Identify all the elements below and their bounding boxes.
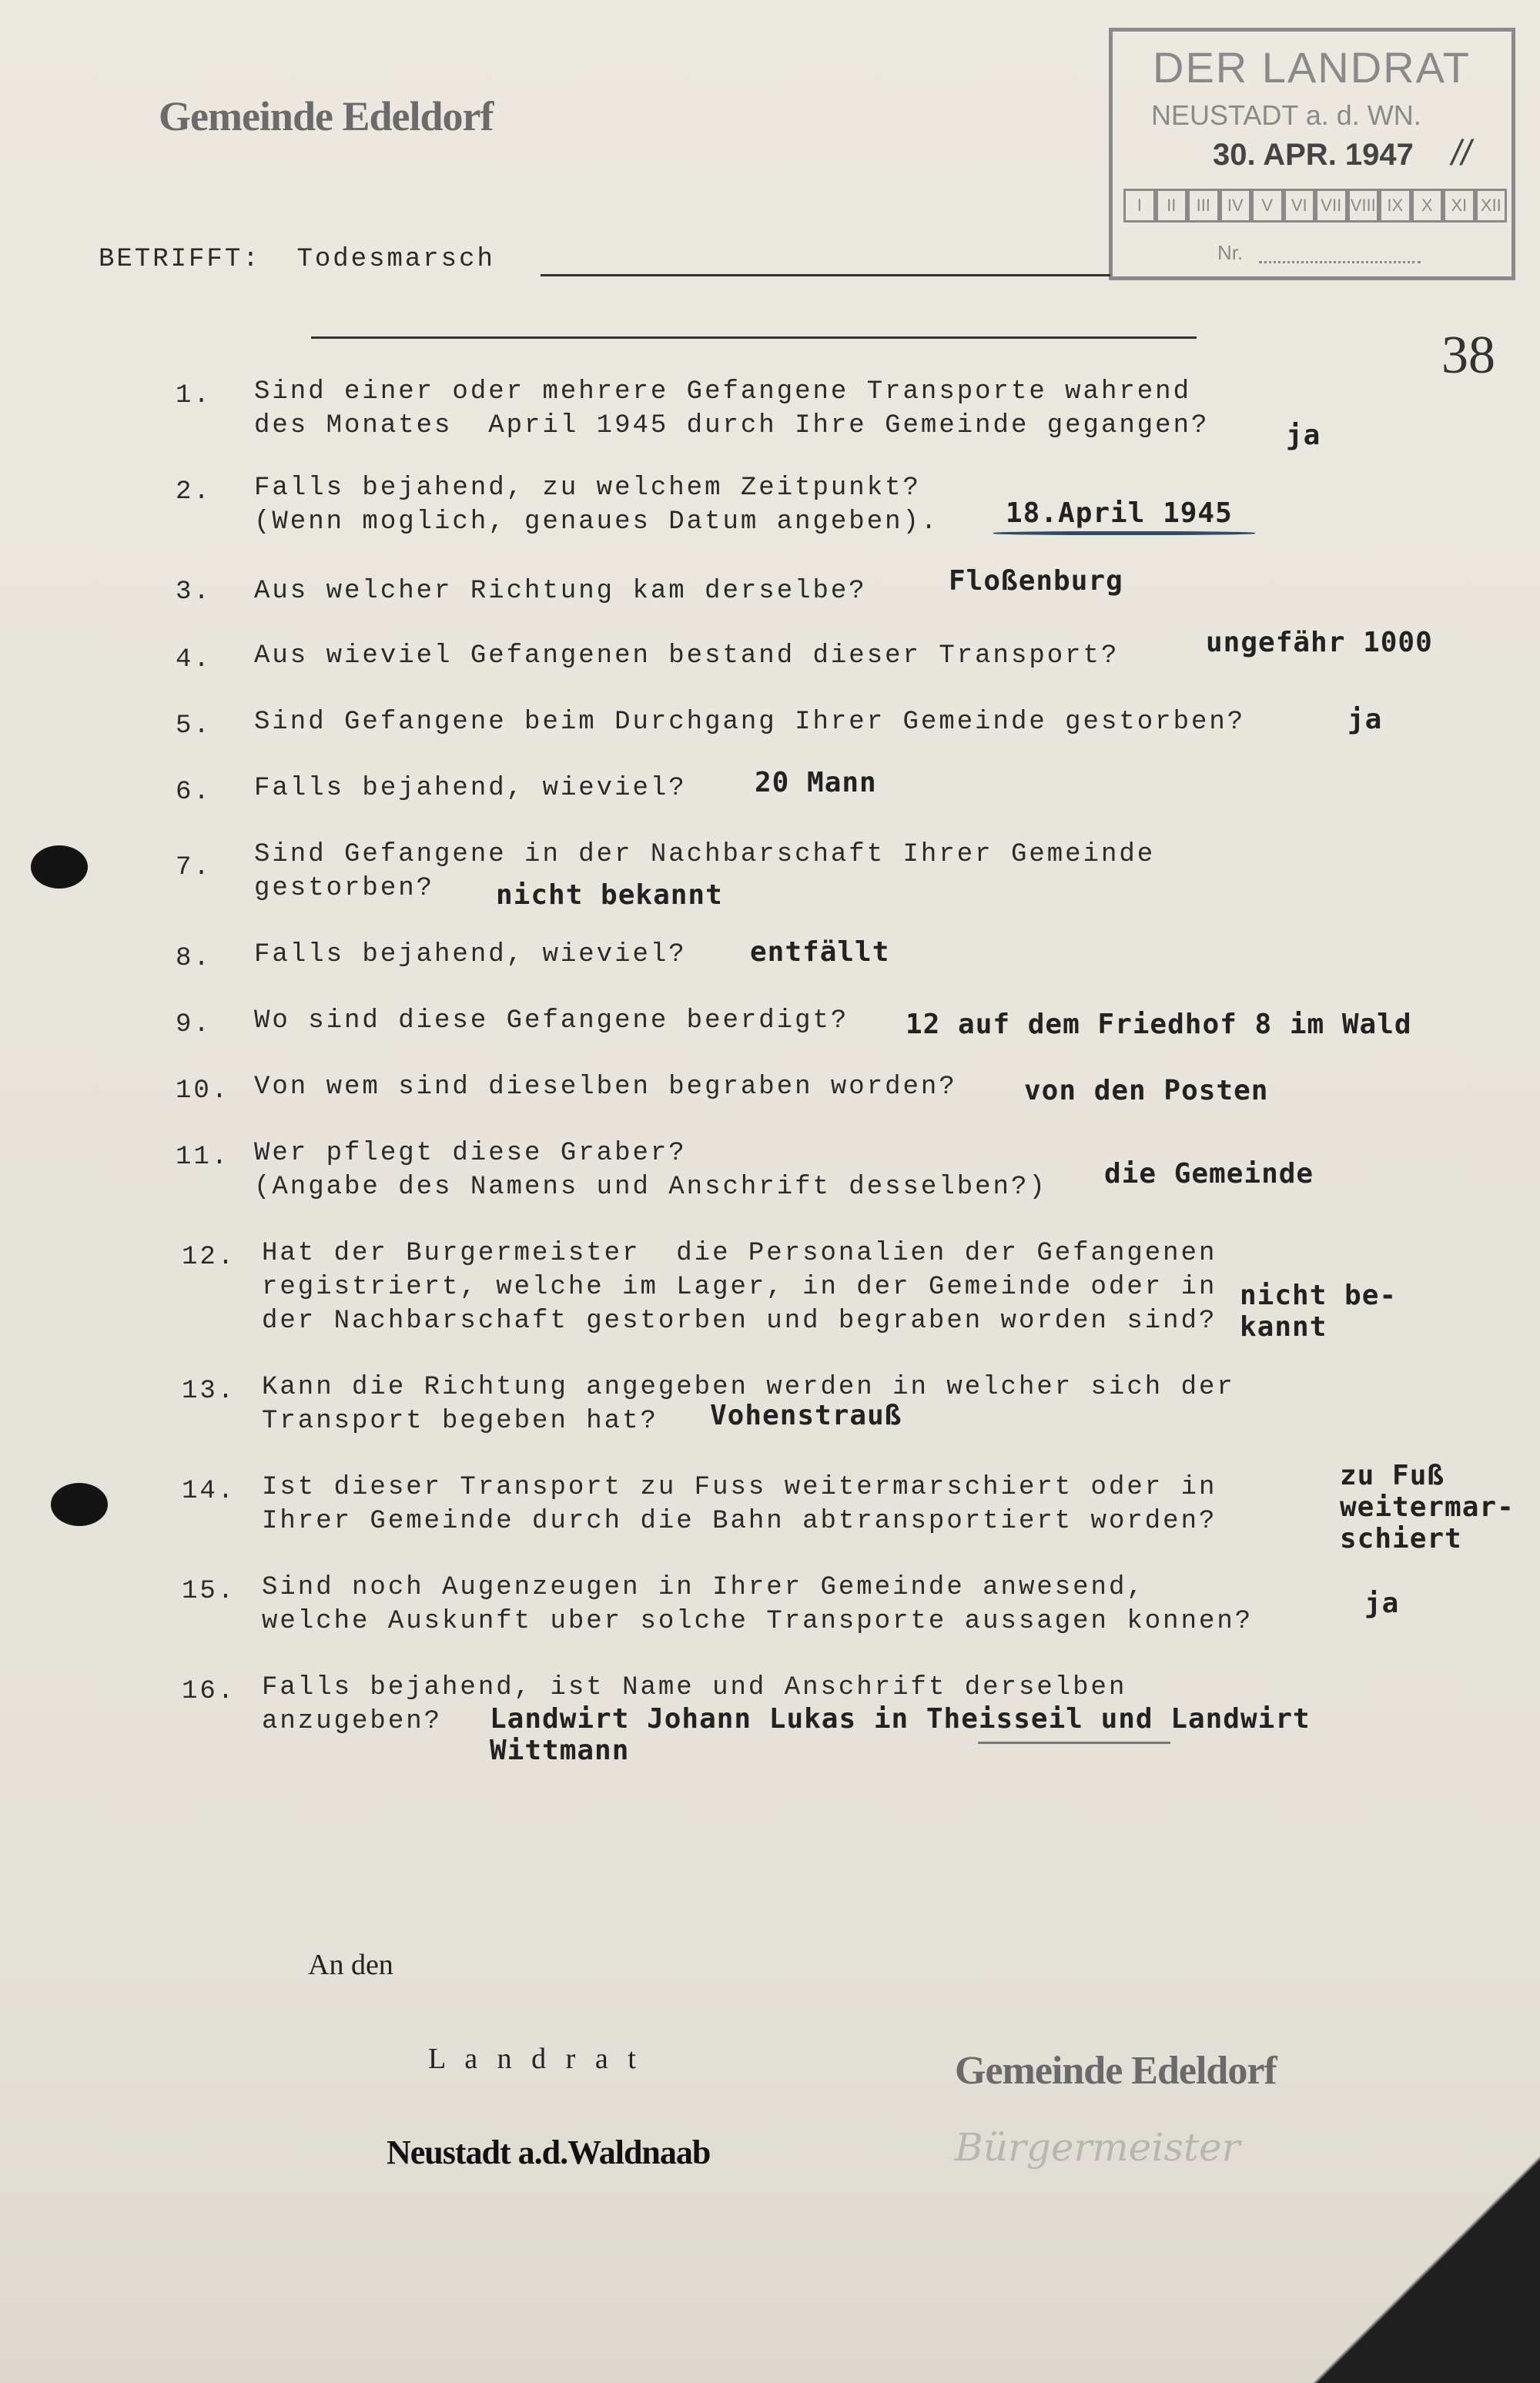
month-box: I: [1123, 189, 1156, 223]
question-text: Von wem sind dieselben begraben worden?: [254, 1073, 957, 1102]
torn-corner: [1294, 2060, 1540, 2383]
question-text: Aus wieviel Gefangenen bestand dieser Transport?: [254, 641, 1120, 671]
question-text: Sind noch Augenzeugen in Ihrer Gemeinde anwesend, welche Auskunft uber solche Transporte aussagen konnen?: [262, 1573, 1254, 1636]
question-number: 15.: [182, 1577, 236, 1606]
month-box: IX: [1379, 189, 1411, 223]
stamp-line-2: NEUSTADT a. d. WN.: [1151, 99, 1421, 131]
month-box: XI: [1443, 189, 1475, 223]
answer-underline: [993, 531, 1255, 535]
subject-line: [99, 245, 495, 274]
punch-hole: [51, 1483, 108, 1526]
question-number: 1.: [176, 381, 212, 410]
question-answer: nicht bekannt: [496, 879, 723, 911]
subject-label: BETRIFFT:: [99, 245, 261, 274]
question-answer: ja: [1364, 1588, 1400, 1619]
question-answer: ja: [1286, 420, 1321, 451]
question-text: Kann die Richtung angegeben werden in welcher sich der Transport begeben hat?: [262, 1373, 1235, 1436]
question-number: 6.: [176, 778, 212, 807]
address-to: An den: [308, 1949, 393, 1981]
question-answer: 12 auf dem Friedhof 8 im Wald: [906, 1009, 1412, 1040]
question-answer: ungefähr 1000: [1206, 627, 1433, 658]
stamp-nr-line: [1259, 261, 1421, 263]
question-text: Sind Gefangene beim Durchgang Ihrer Gemeinde gestorben?: [254, 708, 1246, 737]
month-box: X: [1411, 189, 1444, 223]
question-text: Wer pflegt diese Graber? (Angabe des Namens und Anschrift desselben?): [254, 1139, 1047, 1202]
month-box: II: [1156, 189, 1188, 223]
question-number: 11.: [176, 1143, 230, 1172]
month-box: VIII: [1348, 189, 1380, 223]
question-number: 10.: [176, 1076, 230, 1106]
question-answer: 18.April 1945: [1006, 497, 1233, 529]
stamp-month-boxes: [1123, 189, 1507, 223]
subject-value: Todesmarsch: [296, 245, 495, 274]
question-number: 13.: [182, 1377, 236, 1406]
question-answer: von den Posten: [1024, 1075, 1269, 1106]
question-number: 7.: [176, 853, 212, 882]
question-answer: zu Fuß weitermar- schiert: [1340, 1460, 1515, 1555]
question-answer: die Gemeinde: [1104, 1158, 1314, 1190]
question-answer: ja: [1348, 704, 1383, 735]
question-number: 2.: [176, 477, 212, 507]
stamp-mark: //: [1451, 132, 1471, 172]
question-number: 5.: [176, 711, 212, 741]
question-answer: 20 Mann: [755, 767, 877, 798]
landrat-received-stamp: [1109, 28, 1515, 280]
question-number: 8.: [176, 944, 212, 973]
question-text: Wo sind diese Gefangene beerdigt?: [254, 1006, 849, 1036]
stamp-line-1: DER LANDRAT: [1153, 43, 1471, 92]
address-recipient: L a n d r a t: [428, 2043, 642, 2075]
question-text: Sind Gefangene in der Nachbarschaft Ihrer Gemeinde gestorben?: [254, 840, 1156, 903]
subject-underline: [541, 274, 1110, 276]
signature: Bürgermeister: [955, 2125, 1240, 2170]
month-box: XII: [1475, 189, 1508, 223]
question-text: Ist dieser Transport zu Fuss weitermarschiert oder in Ihrer Gemeinde durch die Bahn abtransportiert worden?: [262, 1473, 1217, 1536]
question-answer: entfällt: [750, 936, 890, 968]
question-text: Falls bejahend, ist Name und Anschrift derselben anzugeben?: [262, 1673, 1127, 1736]
question-answer: Vohenstrauß: [710, 1400, 902, 1431]
question-answer: nicht be- kannt: [1240, 1280, 1398, 1343]
subject-underline-2: [311, 336, 1197, 339]
question-text: Falls bejahend, wieviel?: [254, 774, 687, 803]
question-number: 9.: [176, 1010, 212, 1039]
municipality-stamp-footer: Gemeinde Edeldorf: [955, 2049, 1277, 2093]
stamp-nr-label: Nr.: [1217, 241, 1244, 264]
question-number: 3.: [176, 577, 212, 607]
month-box: IV: [1220, 189, 1252, 223]
answer-underline: [978, 1742, 1170, 1744]
month-box: VII: [1315, 189, 1348, 223]
question-number: 14.: [182, 1477, 236, 1506]
question-answer: Landwirt Johann Lukas in Theisseil und Landwirt Wittmann: [490, 1703, 1311, 1766]
question-text: Hat der Burgermeister die Personalien der Gefangenen registriert, welche im Lager, in der Gemeinde oder in der Nachbarschaft gestorben und begraben worden sind?: [262, 1239, 1217, 1336]
address-city: Neustadt a.d.Waldnaab: [387, 2134, 711, 2171]
page-number: 38: [1441, 326, 1495, 385]
question-text: Aus welcher Richtung kam derselbe?: [254, 577, 867, 606]
question-number: 12.: [182, 1243, 236, 1272]
question-text: Falls bejahend, wieviel?: [254, 940, 687, 969]
question-text: Sind einer oder mehrere Gefangene Transporte wahrend des Monates April 1945 durch Ihre Gemeinde gegangen?: [254, 377, 1210, 440]
municipality-stamp: Gemeinde Edeldorf: [159, 93, 494, 139]
punch-hole: [31, 845, 88, 889]
month-box: III: [1187, 189, 1220, 223]
question-number: 4.: [176, 645, 212, 674]
month-box: V: [1251, 189, 1284, 223]
question-text: Falls bejahend, zu welchem Zeitpunkt? (Wenn moglich, genaues Datum angeben).: [254, 474, 939, 537]
month-box: VI: [1284, 189, 1316, 223]
question-number: 16.: [182, 1677, 236, 1706]
question-answer: Floßenburg: [949, 565, 1123, 597]
stamp-date: 30. APR. 1947: [1213, 138, 1414, 172]
